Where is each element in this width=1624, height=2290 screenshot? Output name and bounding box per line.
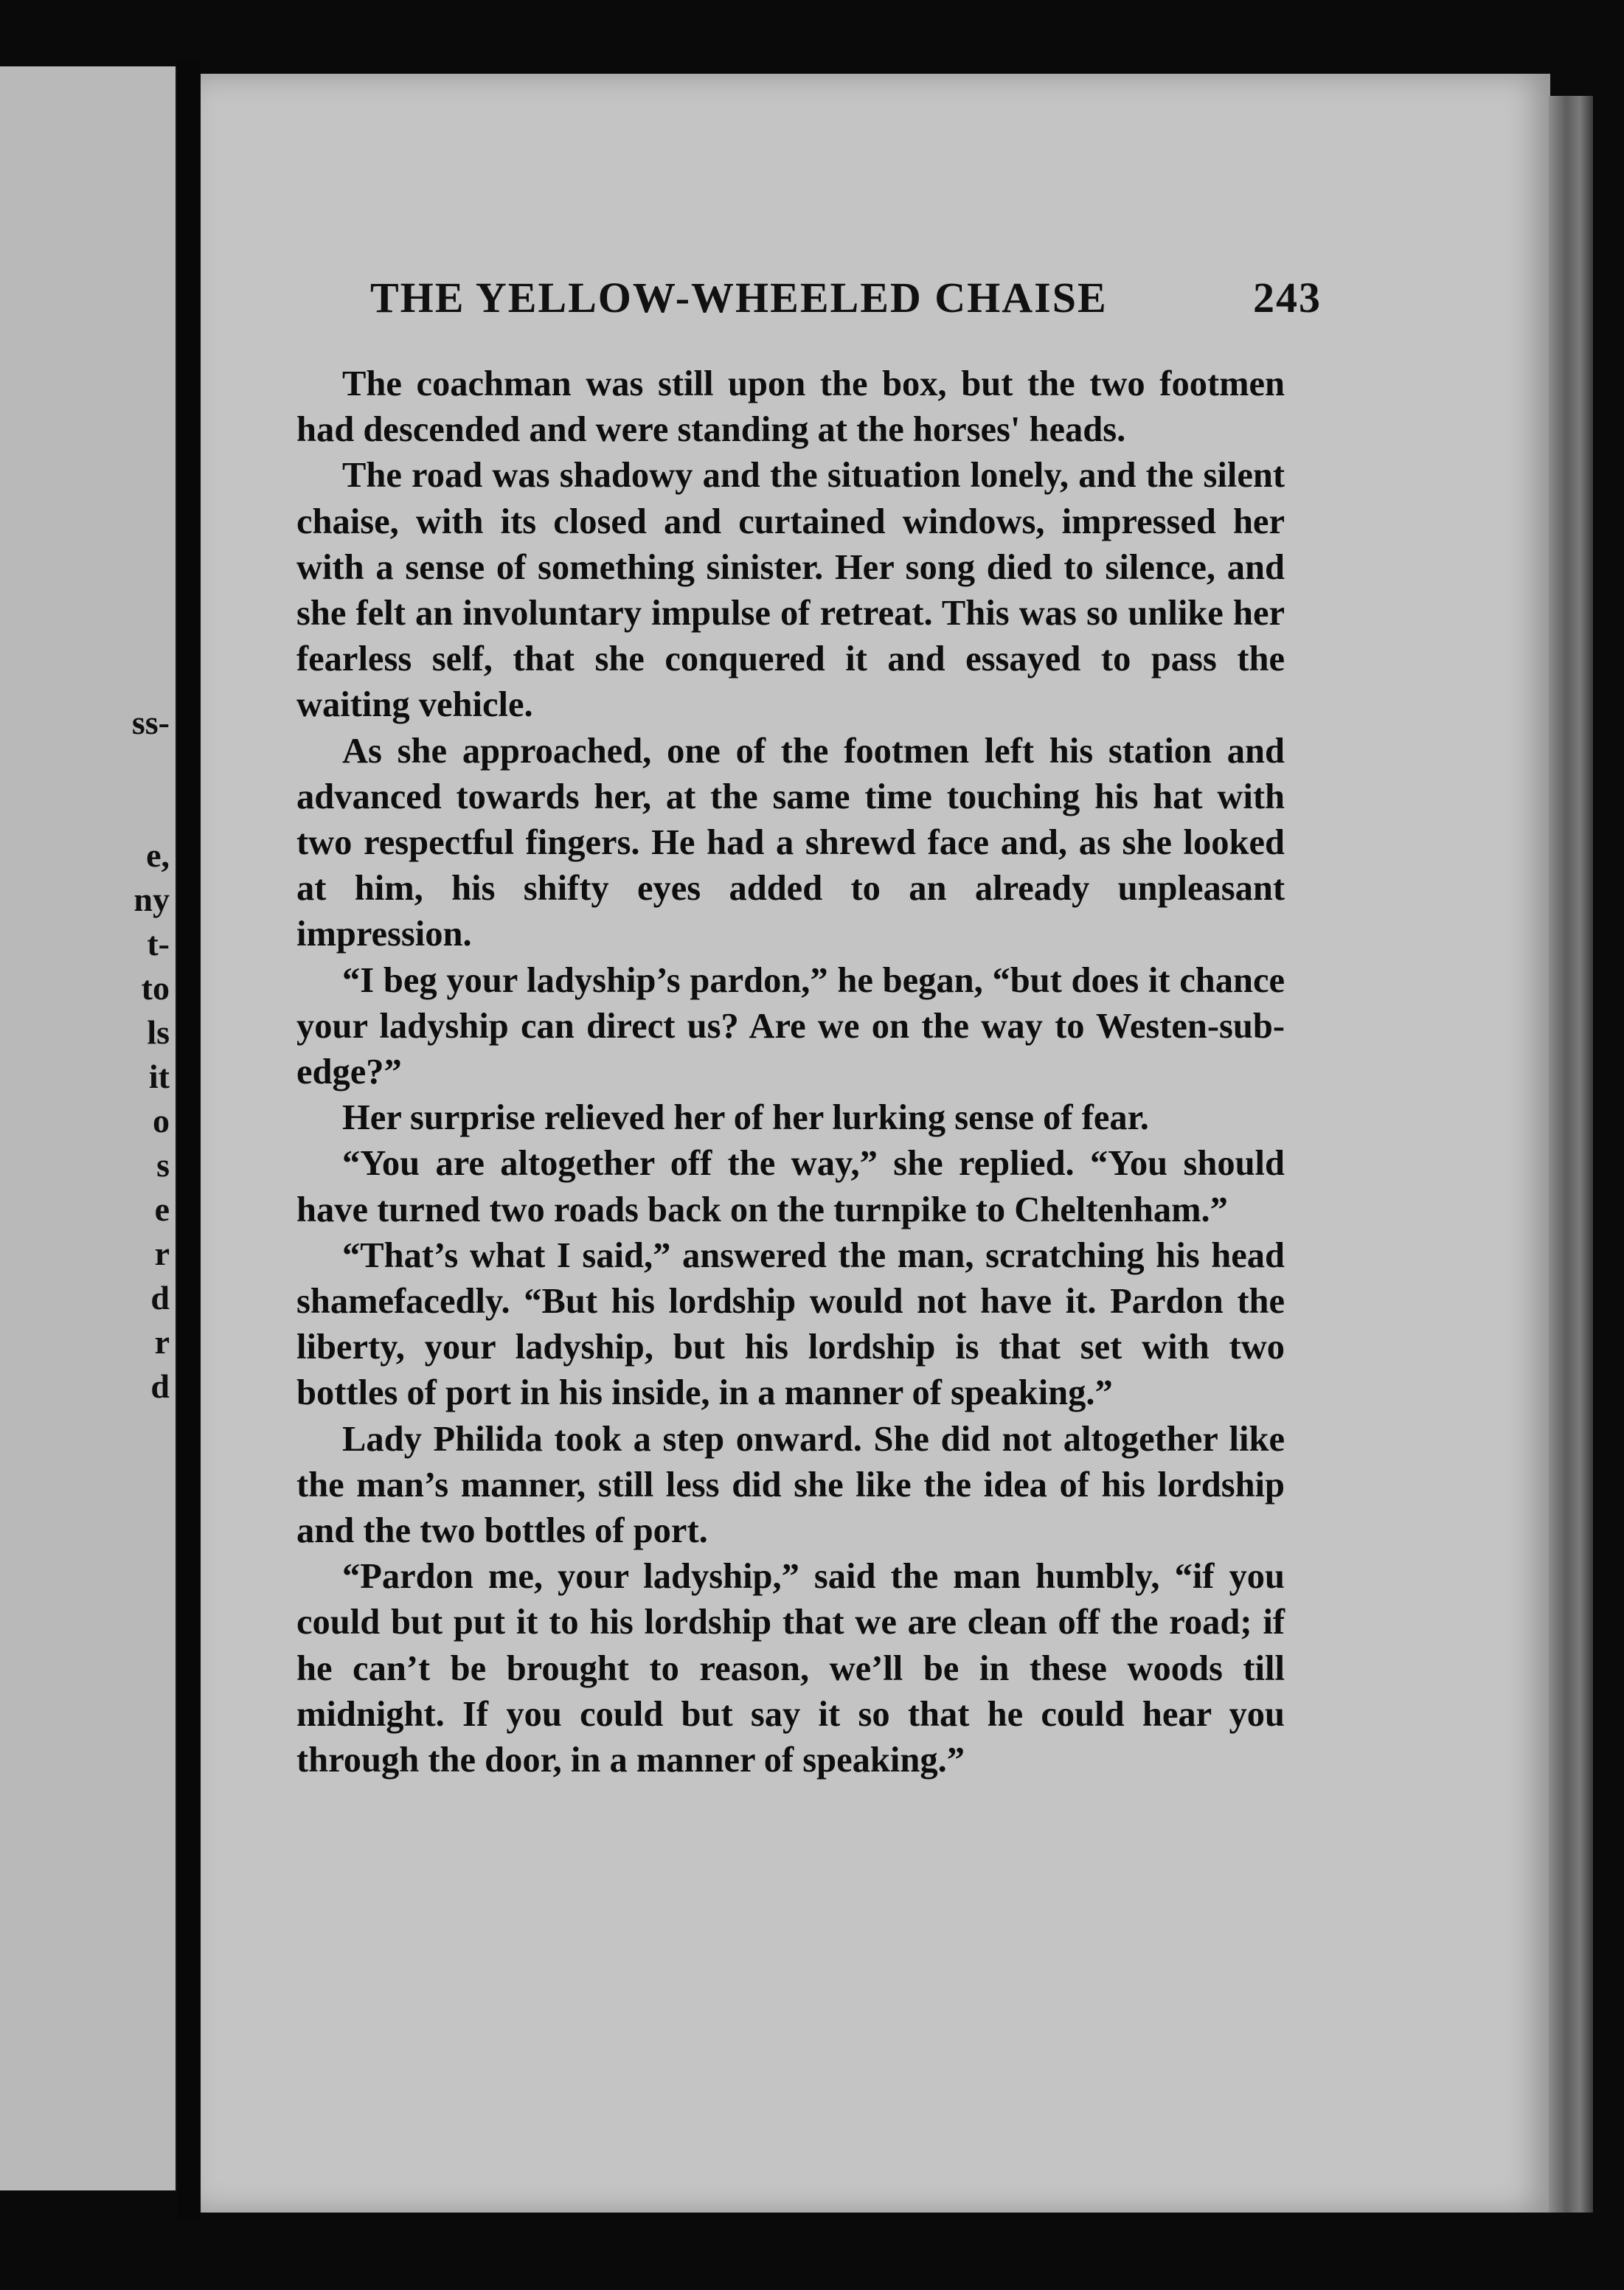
- edge-fragment: e,: [146, 836, 170, 874]
- paragraph: Lady Philida took a step onward. She did not altogether like the man’s manner, still less did she like the idea of his lordship and the two bottles of port.: [296, 1419, 1285, 1551]
- edge-fragment: it: [148, 1058, 170, 1095]
- edge-fragment: ss-: [131, 704, 170, 741]
- body-text: [296, 361, 1285, 1783]
- edge-fragment: o: [153, 1102, 170, 1139]
- edge-fragment: ny: [133, 881, 170, 918]
- paragraph: Her surprise relieved her of her lurking sense of fear.: [342, 1098, 1149, 1138]
- running-head: [370, 266, 1322, 332]
- previous-page-edge-text: [118, 701, 170, 1409]
- edge-fragment: d: [150, 1367, 170, 1405]
- paragraph: The road was shadowy and the situation lonely, and the silent chaise, with its closed and curtained windows, impressed her with a sense of something sinister. Her song died to silence, and she felt an involuntary impulse of retreat. This was so unlike her fearless self, that she conquered it and essayed to pass the waiting vehicle.: [296, 456, 1285, 725]
- page-number: 243: [1253, 274, 1322, 322]
- edge-fragment: s: [156, 1146, 170, 1184]
- page-stack-edge: [1549, 96, 1593, 2213]
- edge-fragment: d: [150, 1279, 170, 1316]
- paragraph: “You are altogether off the way,” she replied. “You should have turned two roads back on the turnpike to Cheltenham.”: [296, 1144, 1285, 1229]
- book-page: [201, 74, 1550, 2213]
- running-head-title: THE YELLOW-WHEELED CHAISE: [370, 274, 1108, 322]
- edge-fragment: r: [154, 1235, 170, 1272]
- book-gutter: [177, 59, 201, 2220]
- edge-fragment: e: [154, 1190, 170, 1228]
- edge-fragment: r: [154, 1323, 170, 1361]
- edge-fragment: to: [141, 969, 170, 1007]
- paragraph: The coachman was still upon the box, but the two footmen had descended and were standing at the horses' heads.: [296, 364, 1285, 450]
- paragraph: “Pardon me, your ladyship,” said the man humbly, “if you could but put it to his lordship that we are clean off the road; if he can’t be brought to reason, we’ll be in these woods till midnight. If you could but say it so that he could hear you through the door, in a manner of speaking.”: [296, 1557, 1285, 1780]
- previous-page: [0, 66, 186, 2190]
- edge-fragment: t-: [147, 925, 170, 962]
- paragraph: “I beg your ladyship’s pardon,” he began, “but does it chance your ladyship can direct us? Are we on the way to Westen-sub-edge?”: [296, 960, 1285, 1092]
- paragraph: As she approached, one of the footmen left his station and advanced towards her, at the same time touching his hat with two respectful fingers. He had a shrewd face and, as she looked at him, his shifty eyes added to an already unpleasant impression.: [296, 731, 1285, 954]
- paragraph: “That’s what I said,” answered the man, scratching his head shamefacedly. “But his lordship would not have it. Pardon the liberty, your ladyship, but his lordship is that set with two bottles of port in his inside, in a manner of speaking.”: [296, 1235, 1285, 1413]
- edge-fragment: ls: [147, 1013, 170, 1051]
